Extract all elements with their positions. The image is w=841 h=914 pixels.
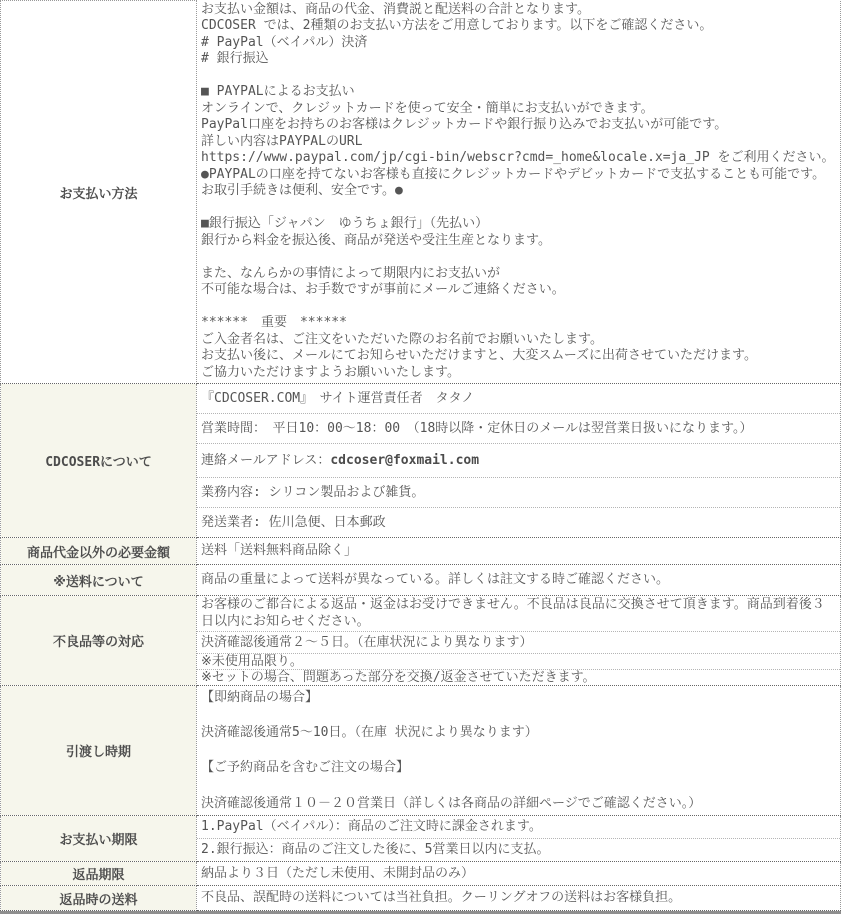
row-header-payment-deadline: お支払い期限 bbox=[1, 816, 197, 862]
row-header-payment-method: お支払い方法 bbox=[1, 1, 197, 384]
payment-deadline-bank: 2.銀行振込：商品のご注文した後に、5営業日以内に支払。 bbox=[197, 838, 840, 861]
row-payment-method bbox=[1, 1, 841, 384]
shipping-note-text: 商品の重量によって送料が異なっている。詳しくは註文する時ご確認ください。 bbox=[201, 572, 670, 587]
cell-payment-method bbox=[197, 1, 841, 384]
about-contact-email bbox=[197, 443, 840, 477]
return-deadline-text: 納品より３日（ただし未使用、未開封品のみ） bbox=[201, 865, 475, 881]
row-defective-policy bbox=[1, 596, 841, 686]
cell-about-shop bbox=[197, 384, 841, 538]
row-header-return-shipping: 返品時の送料 bbox=[1, 886, 197, 911]
defective-policy-main: お客様のご都合による返品・返金はお受けできません。不良品は良品に交換させて頂きます。商品到着後３日以内にお知らせください。 bbox=[201, 597, 825, 629]
row-header-delivery-time: 引渡し時期 bbox=[1, 686, 197, 816]
cell-delivery-time bbox=[197, 686, 841, 816]
payment-deadline-paypal: 1.PayPal（ベイパル）：商品のご注文時に課金されます。 bbox=[201, 819, 542, 835]
contact-email-address: cdcoser@foxmail.com bbox=[330, 452, 480, 468]
row-header-return-deadline: 返品期限 bbox=[1, 862, 197, 886]
contact-email-label: 連絡メールアドレス： bbox=[201, 452, 331, 468]
defective-policy-unused-only: ※未使用品限り。 bbox=[197, 653, 840, 669]
cell-shipping-note bbox=[197, 565, 841, 596]
return-shipping-text: 不良品、誤配時の送料については当社負担。クーリングオフの送料はお客様負担。 bbox=[201, 890, 682, 906]
row-shipping-note bbox=[1, 565, 841, 596]
cell-defective-policy bbox=[197, 596, 841, 686]
row-extra-fee bbox=[1, 538, 841, 565]
row-header-about-shop: CDCOSERについて bbox=[1, 384, 197, 538]
row-delivery-time bbox=[1, 686, 841, 816]
cell-payment-deadline bbox=[197, 816, 841, 862]
cell-return-deadline bbox=[197, 862, 841, 886]
row-header-shipping-note: ※送料について bbox=[1, 565, 197, 596]
cell-extra-fee bbox=[197, 538, 841, 565]
row-about-shop bbox=[1, 384, 841, 538]
row-return-shipping bbox=[1, 886, 841, 911]
cell-return-shipping bbox=[197, 886, 841, 911]
delivery-time-text: 【即納商品の場合】 決済確認後通常5～10日。（在庫 状況により異なります） 【ご予約商品を含むご注文の場合】 決済確認後通常１０－２０営業日（詳しくは各商品の詳細ページでご確認ください。） bbox=[201, 690, 702, 811]
row-payment-deadline bbox=[1, 816, 841, 862]
about-site-operator: 『CDCOSER.COM』 サイト運営責任者 タタノ bbox=[201, 390, 475, 406]
row-return-deadline bbox=[1, 862, 841, 886]
about-shipping-carriers: 発送業者: 佐川急便、日本郵政 bbox=[197, 507, 840, 537]
row-header-defective-policy: 不良品等の対応 bbox=[1, 596, 197, 686]
extra-fee-text: 送料「送料無料商品除く」 bbox=[201, 543, 358, 558]
row-header-extra-fee: 商品代金以外の必要金額 bbox=[1, 538, 197, 565]
about-business-hours: 営業時間： 平日10：00～18：00 （18時以降・定休日のメールは翌営業日扱いになります。） bbox=[197, 413, 840, 443]
defective-policy-set-exchange: ※セットの場合、問題あった部分を交換/返金させていただきます。 bbox=[197, 669, 840, 685]
about-business-content: 業務内容: シリコン製品および雑貨。 bbox=[197, 477, 840, 507]
defective-policy-settlement: 決済確認後通常２～５日。（在庫状況により異なります） bbox=[197, 631, 840, 653]
payment-method-text: お支払い金額は、商品の代金、消費説と配送料の合計となります。 CDCOSER では、2種類のお支払い方法をご用意しております。以下をご確認ください。 # PayPal（ベイパル）決済 # 銀行振込 ■ PAYPALによるお支払い オンラインで、クレジットカードを使って安全・簡単にお支払いができます。 PayPal口座をお持ちのお客様はクレジットカードや銀行振り込みでお支払いが可能です。 詳しい内容はPAYPALのURL https://www.paypal.com/jp/cgi-bin/webscr?cmd=_home&locale.x=ja_JP をご利用ください。 ●PAYPALの口座を持てないお客様も直接にクレジットカードやデビットカードで支払することも可能です。 お取引手続きは便利、安全です。● ■銀行振込「ジャパン ゆうちょ銀行」（先払い） 銀行から料金を振込後、商品が発送や受注生産となります。 また、なんらかの事情によって期限内にお支払いが 不可能な場合は、お手数ですが事前にメールご連絡ください。 ****** 重要 ****** ご入金者名は、ご注文をいただいた際のお名前でお願いいたします。 お支払い後に、メールにてお知らせいただけますと、大変スムーズに出荷させていただけます。 ご協力いただけますようお願いいたします。 bbox=[201, 1, 835, 380]
